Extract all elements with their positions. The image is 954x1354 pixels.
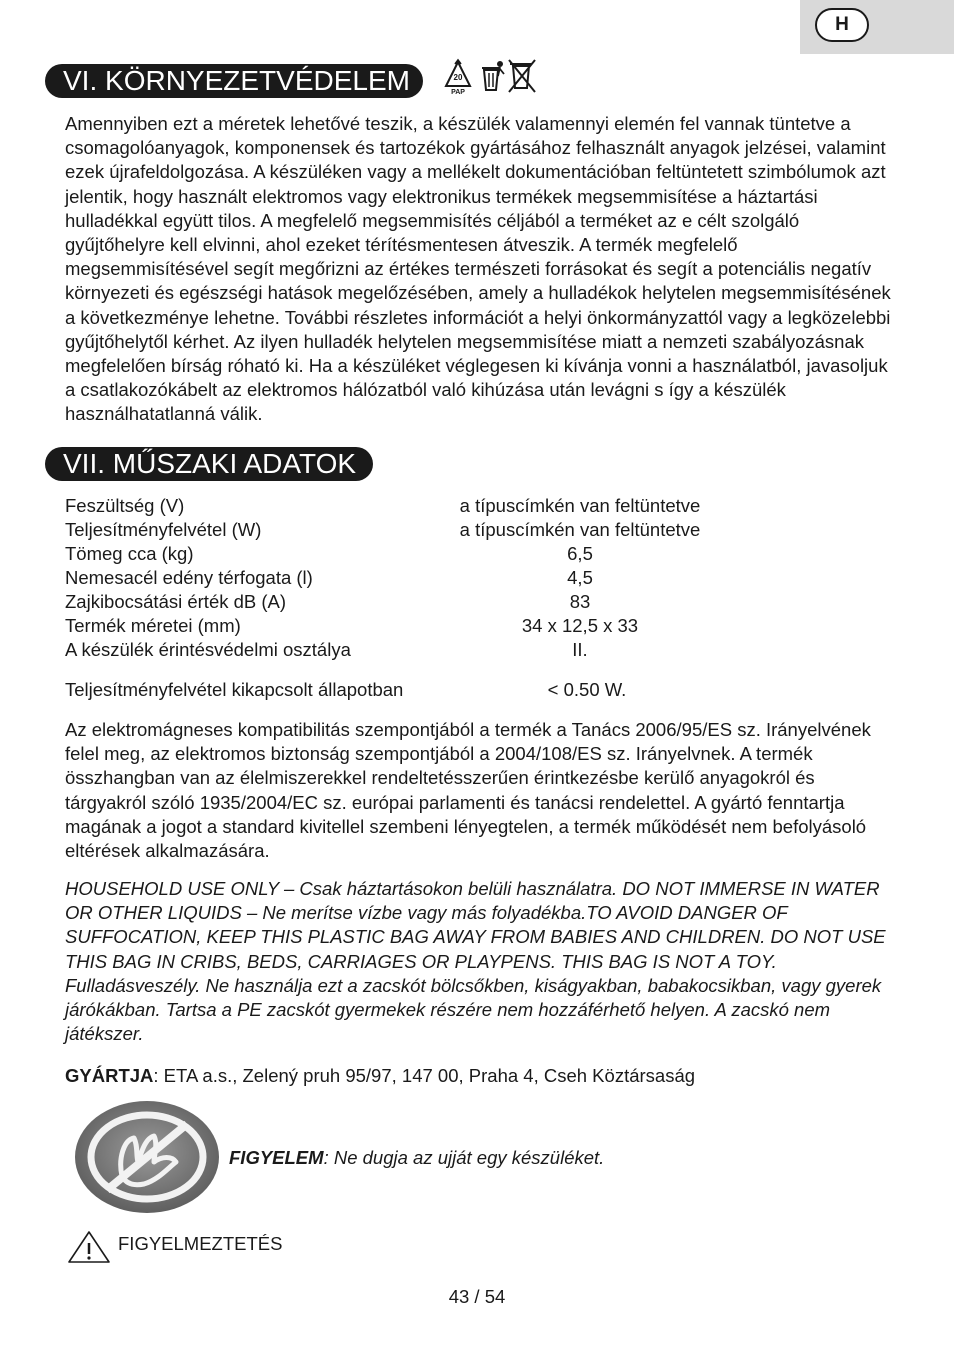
manufacturer-text: : ETA a.s., Zelený pruh 95/97, 147 00, Praha 4, Cseh Köztársaság bbox=[153, 1065, 696, 1086]
spec-label: Tömeg cca (kg) bbox=[65, 543, 194, 564]
spec-value: a típuscímkén van feltüntetve bbox=[459, 519, 701, 540]
spec-value: 4,5 bbox=[567, 567, 593, 588]
spec-row bbox=[65, 518, 765, 542]
compatibility-text: Az elektromágneses kompatibilitás szempontjából a termék a Tanács 2006/95/ES sz. Irányelvének felel meg, az elektromos biztonság szempontjából a 2004/108/ES sz. Irányelvnek. A termék összhangban van az élelmiszerekkel rendeltetésszerűen érintkezésbe kerülő anyagokról és tárgyakról szóló 1935/2004/EC sz. európai parlamenti és tanácsi rendelettel. A gyártó fenntartja magának a jogot a standard kivitellel szembeni lényegtelen, a termék működését nem befolyásoló eltérések alkalmazására. bbox=[65, 719, 871, 862]
language-badge: H bbox=[815, 8, 869, 42]
recycle-number: 20 bbox=[453, 73, 463, 82]
spec-label: Feszültség (V) bbox=[65, 495, 185, 516]
spec-value: < 0.50 W. bbox=[547, 679, 627, 700]
warning-label: FIGYELMEZTETÉS bbox=[118, 1233, 283, 1254]
spec-value: a típuscímkén van feltüntetve bbox=[459, 495, 701, 516]
spec-label: Zajkibocsátási érték dB (A) bbox=[65, 591, 287, 612]
spec-label: A készülék érintésvédelmi osztálya bbox=[65, 639, 351, 660]
safety-warning-text: HOUSEHOLD USE ONLY – Csak háztartásokon belüli használatra. DO NOT IMMERSE IN WATER OR OTHER LIQUIDS – Ne merítse vízbe vagy más folyadékba.TO AVOID DANGER OF SUFFOCATION, KEEP THIS PLASTIC BAG AWAY FROM BABIES AND CHILDREN. DO NOT USE THIS BAG IN CRIBS, BEDS, CARRIAGES OR PLAYPENS. THIS BAG IS NOT A TOY. Fulladásveszély. Ne használja ezt a zacskót bölcsőkben, kiságyakban, babakocsikban, vagy gyerek járókákban. Tartsa a PE zacskót gyermekek részére nem hozzáférhető helyen. A zacskó nem játékszer. bbox=[65, 878, 886, 1045]
environment-text: Amennyiben ezt a méretek lehetővé teszik, a készülék valamennyi elemén fel vannak tüntetve a csomagolóanyagok, komponensek és tartozékok gyártásához felhasznált anyagok jelzései, valamint ezek újrafeldolgozása. A készüléken vagy a mellékelt dokumentációban feltüntetett szimbólumok azt jelentik, hogy használt elektromos vagy elektronikus termékek megsemmisítése a háztartási hulladékkal együtt tilos. A megfelelő megsemmisítés céljából a terméket az e célt szolgáló gyűjtőhelyre kell elvinni, ahol ezeket térítésmentesen átveszik. A termék megfelelő megsemmisítésével segít megőrizni az értékes természeti forrásokat és segít a potenciális negatív környezeti és egészségi hatások megelőzésében, amely a hulladékok helytelen megsemmisítésének a következménye lehetne. További részletes információt a helyi önkormányzattól vagy a legközelebbi gyűjtőhelytől kérhet. Az ilyen hulladék helytelen megsemmisítése miatt a nemzeti szabályozásnak megfelelően bírság róható ki. Ha a készüléket véglegesen ki kívánja vonni a használatból, javasoljuk a csatlakozókábelt az elektromos hálózatból való kihúzása után levágni s így a készülék használhatatlanná válik. bbox=[65, 113, 891, 425]
page-number: 43 / 54 bbox=[448, 1286, 506, 1307]
spec-label: Termék méretei (mm) bbox=[65, 615, 241, 636]
spec-row-standby-power bbox=[65, 678, 765, 702]
no-finger-icon bbox=[72, 1098, 222, 1216]
recycle-code: PAP bbox=[451, 89, 465, 96]
caution-label: FIGYELEM bbox=[229, 1147, 324, 1168]
spec-row bbox=[65, 566, 765, 590]
spec-label: Teljesítményfelvétel (W) bbox=[65, 519, 262, 540]
spec-label: Nemesacél edény térfogata (l) bbox=[65, 567, 313, 588]
spec-value: 34 x 12,5 x 33 bbox=[521, 615, 639, 636]
trash-bin-icon bbox=[482, 61, 504, 90]
spec-label: Teljesítményfelvétel kikapcsolt állapotban bbox=[65, 679, 404, 700]
spec-value: II. bbox=[572, 639, 588, 660]
caution-text: : Ne dugja az ujját egy készüléket. bbox=[323, 1147, 605, 1168]
spec-row bbox=[65, 614, 765, 638]
caution-note bbox=[229, 1147, 604, 1169]
manufacturer-line bbox=[65, 1064, 895, 1088]
crossed-bin-icon bbox=[509, 60, 535, 92]
spec-value: 6,5 bbox=[567, 543, 593, 564]
recycling-symbols bbox=[442, 56, 542, 96]
spec-row bbox=[65, 638, 765, 662]
spec-row bbox=[65, 590, 765, 614]
manufacturer-label: GYÁRTJA bbox=[65, 1065, 154, 1086]
recycle-icon bbox=[446, 60, 470, 96]
section-title-environment: VI. KÖRNYEZETVÉDELEM bbox=[45, 64, 423, 98]
warning-triangle-icon bbox=[67, 1230, 111, 1264]
spec-value: 83 bbox=[569, 591, 591, 612]
language-tab bbox=[800, 0, 954, 54]
section-title-technical-data: VII. MŰSZAKI ADATOK bbox=[45, 447, 373, 481]
spec-row bbox=[65, 542, 765, 566]
spec-row bbox=[65, 494, 765, 518]
